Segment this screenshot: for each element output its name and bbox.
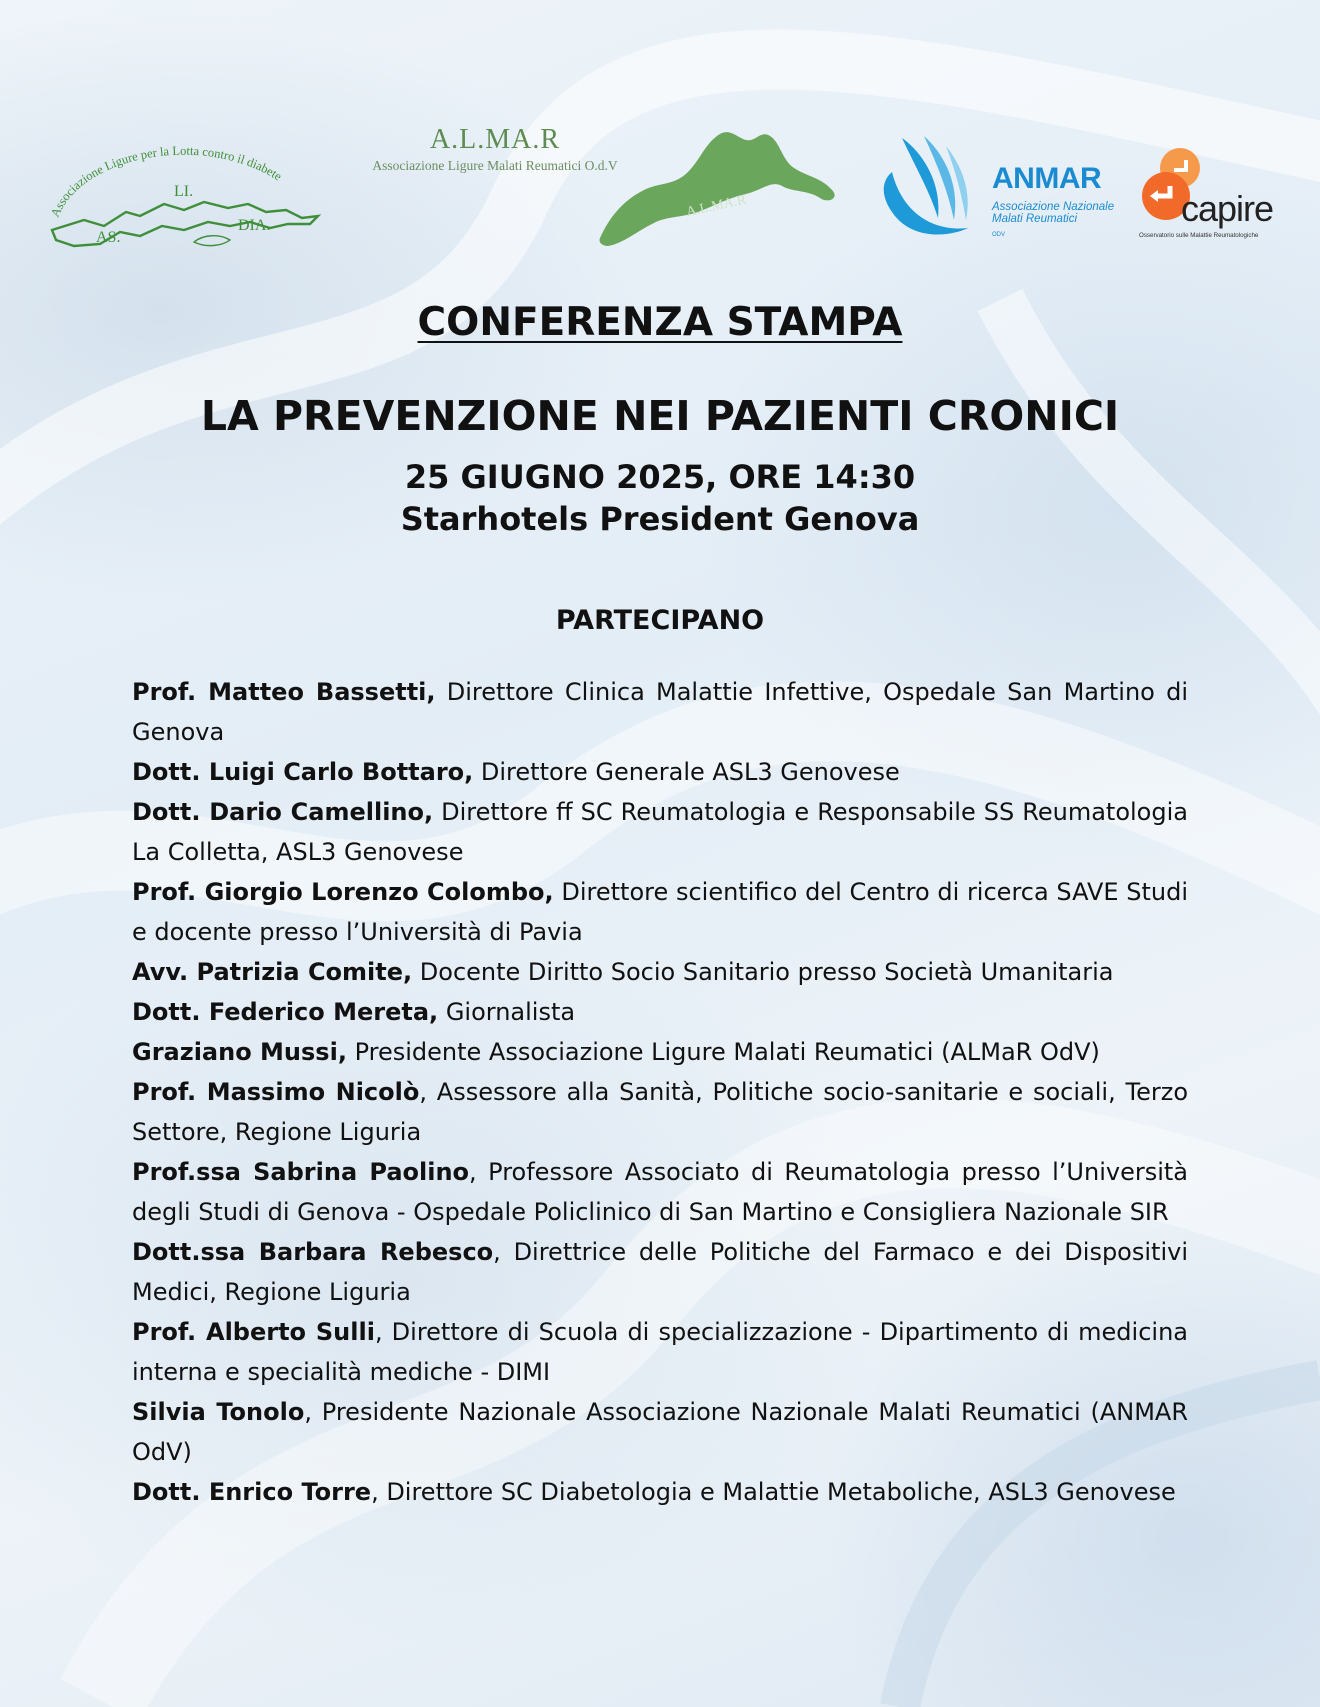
participant-role: , Professore Associato di Reumatologia presso l’Università degli Studi di Genova - Ospedale Policlinico di San Martino e Consigliera Nazionale SIR bbox=[132, 1158, 1188, 1226]
participant-role: , Direttrice delle Politiche del Farmaco e dei Dispositivi Medici, Regione Liguria bbox=[132, 1238, 1188, 1306]
capire-subtitle: Osservatorio sulle Malattie Reumatologiche bbox=[1139, 232, 1259, 239]
aslidia-letters-dia: DIA. bbox=[238, 217, 271, 234]
anmar-subtitle bbox=[992, 201, 1114, 225]
participant-name: Silvia Tonolo bbox=[132, 1398, 305, 1426]
participant-item bbox=[132, 1032, 1188, 1072]
participant-name: Dott. Dario Camellino, bbox=[132, 798, 434, 826]
participant-role: Direttore ff SC Reumatologia e Responsabile SS Reumatologia La Colletta, ASL3 Genovese bbox=[132, 798, 1188, 866]
participant-item bbox=[132, 1072, 1188, 1152]
aslidia-logo bbox=[44, 126, 326, 260]
participant-item bbox=[132, 752, 1188, 792]
anmar-odv: ODV bbox=[992, 232, 1006, 238]
participant-role: , Direttore di Scuola di specializzazione - Dipartimento di medicina interna e specialità mediche - DIMI bbox=[132, 1318, 1188, 1386]
anmar-subtitle-line2: Malati Reumatici bbox=[992, 213, 1077, 225]
almar-liguria-map-logo bbox=[596, 120, 846, 250]
participant-name: Prof. Alberto Sulli bbox=[132, 1318, 375, 1346]
event-date-time: 25 GIUGNO 2025, ORE 14:30 bbox=[404, 458, 916, 496]
participant-name: Dott.ssa Barbara Rebesco bbox=[132, 1238, 494, 1266]
participant-item bbox=[132, 1392, 1188, 1472]
participant-item bbox=[132, 792, 1188, 872]
participant-name: Dott. Enrico Torre bbox=[132, 1478, 372, 1506]
participants-list bbox=[132, 672, 1188, 1512]
participant-role: Direttore Generale ASL3 Genovese bbox=[473, 758, 900, 786]
event-venue: Starhotels President Genova bbox=[400, 500, 920, 538]
participant-role: Presidente Associazione Ligure Malati Reumatici (ALMaR OdV) bbox=[346, 1038, 1100, 1066]
participant-role: Giornalista bbox=[438, 998, 576, 1026]
participant-role: , Presidente Nazionale Associazione Nazionale Malati Reumatici (ANMAR OdV) bbox=[132, 1398, 1188, 1466]
participant-name: Dott. Federico Mereta, bbox=[132, 998, 439, 1026]
participant-name: Dott. Luigi Carlo Bottaro, bbox=[132, 758, 474, 786]
participant-item bbox=[132, 992, 1188, 1032]
aslidia-arc-text: Associazione Ligure per la Lotta contro il diabete bbox=[47, 143, 285, 220]
anmar-hand-icon bbox=[872, 132, 982, 242]
participant-role: Direttore scientifico del Centro di ricerca SAVE Studi e docente presso l’Università di Pavia bbox=[132, 878, 1188, 946]
svg-text:Associazione Ligure per la Lot bbox=[48, 144, 285, 219]
participant-name: Avv. Patrizia Comite, bbox=[132, 958, 413, 986]
participant-role: Direttore Clinica Malattie Infettive, Ospedale San Martino di Genova bbox=[132, 678, 1188, 746]
participant-item bbox=[132, 872, 1188, 952]
participant-name: Prof. Massimo Nicolò bbox=[132, 1078, 420, 1106]
participant-name: Prof. Matteo Bassetti, bbox=[132, 678, 436, 706]
anmar-subtitle-line1: Associazione Nazionale bbox=[992, 201, 1115, 213]
participant-item bbox=[132, 1312, 1188, 1392]
capire-wordmark: capire bbox=[1181, 188, 1274, 229]
participant-name: Prof.ssa Sabrina Paolino bbox=[132, 1158, 470, 1186]
aslidia-letters-as: AS. bbox=[96, 229, 121, 246]
participant-role: , Assessore alla Sanità, Politiche socio-sanitarie e sociali, Terzo Settore, Regione Liguria bbox=[132, 1078, 1189, 1146]
logos-row bbox=[0, 110, 1320, 260]
participant-item bbox=[132, 672, 1188, 752]
conference-title: CONFERENZA STAMPA bbox=[417, 300, 903, 345]
participant-item bbox=[132, 1232, 1188, 1312]
participant-name: Graziano Mussi, bbox=[132, 1038, 347, 1066]
aslidia-letters-li: LI. bbox=[174, 183, 194, 200]
anmar-title: ANMAR bbox=[992, 162, 1102, 195]
anmar-logo bbox=[872, 132, 1132, 242]
capire-logo bbox=[1138, 140, 1288, 250]
participant-item bbox=[132, 1152, 1188, 1232]
participant-item bbox=[132, 952, 1188, 992]
participant-role: Docente Diritto Socio Sanitario presso Società Umanitaria bbox=[412, 958, 1114, 986]
participant-item bbox=[132, 1472, 1188, 1512]
participant-role: , Direttore SC Diabetologia e Malattie Metaboliche, ASL3 Genovese bbox=[371, 1478, 1176, 1506]
almar-wordmark-subtitle: Associazione Ligure Malati Reumatici O.d.V bbox=[372, 158, 618, 173]
event-title: LA PREVENZIONE NEI PAZIENTI CRONICI bbox=[200, 392, 1120, 440]
almar-map-label: A.L.MA.R bbox=[684, 192, 748, 220]
participant-name: Prof. Giorgio Lorenzo Colombo, bbox=[132, 878, 554, 906]
participants-heading: PARTECIPANO bbox=[555, 605, 765, 636]
almar-wordmark-title: A.L.MA.R bbox=[429, 124, 561, 155]
